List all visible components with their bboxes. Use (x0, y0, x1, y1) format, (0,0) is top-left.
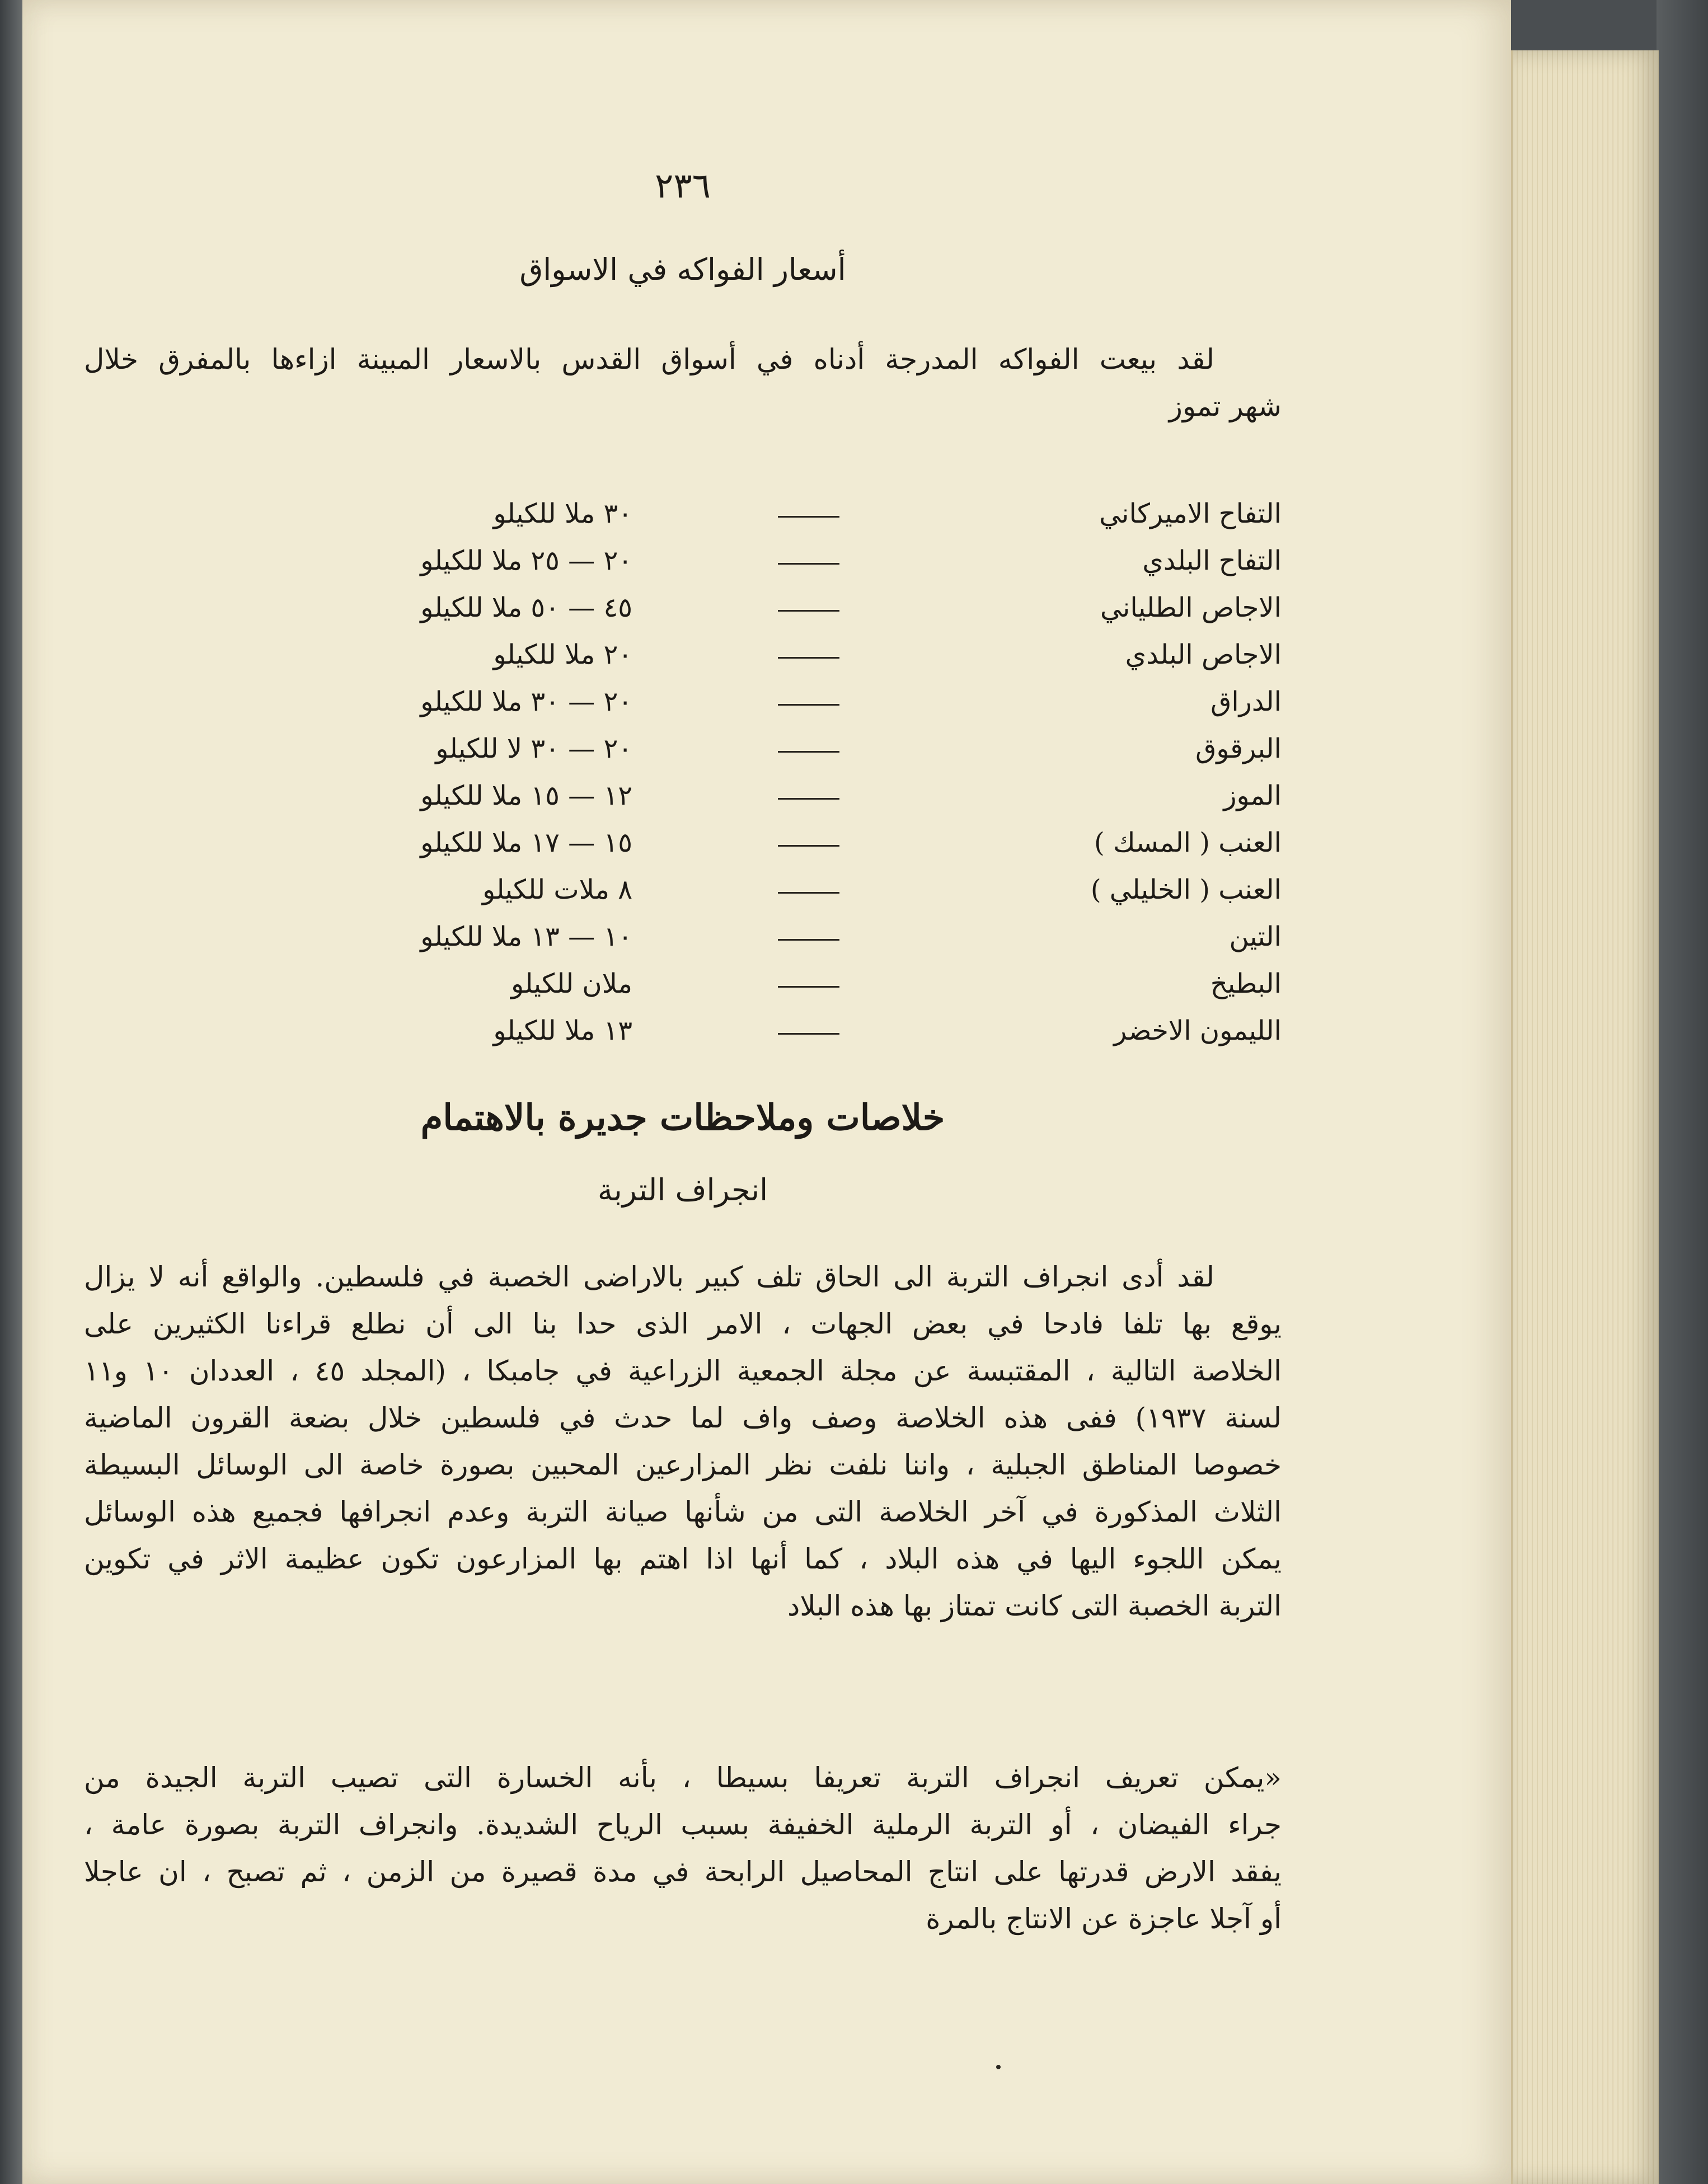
price-row (84, 868, 1282, 915)
dash-separator (778, 774, 839, 821)
fruit-name: العنب ( المسك ) (1094, 827, 1282, 858)
fruit-name: العنب ( الخليلي ) (1090, 874, 1282, 905)
fruit-prices-heading: أسعار الفواكه في الاسواق (519, 252, 846, 287)
fruit-name: الاجاص البلدي (1125, 639, 1282, 670)
fruit-name: الموز (1223, 780, 1282, 811)
page-mark-dot (996, 2065, 1001, 2069)
fruit-name: الدراق (1210, 686, 1282, 717)
fruit-price: ١٣ ملا للكيلو (493, 1015, 632, 1046)
dash-separator (778, 586, 839, 633)
price-row (84, 1009, 1282, 1056)
dash-separator (778, 962, 839, 1009)
fruit-name: التين (1229, 921, 1282, 952)
soil-erosion-paragraph-1 (84, 1253, 1282, 1629)
fruit-name: الاجاص الطلياني (1100, 592, 1282, 623)
fruit-name: التفاح الاميركاني (1099, 498, 1282, 529)
price-row (84, 821, 1282, 868)
paragraph-line: يوقع بها تلفا فادحا في بعض الجهات ، الامر الذى حدا بنا الى أن نطلع قراءنا الكثيرين على (84, 1308, 1282, 1340)
paragraph-line: التربة الخصبة التى كانت تمتاز بها هذه البلاد (787, 1590, 1282, 1622)
dash-separator (778, 539, 839, 586)
fruit-name: التفاح البلدي (1142, 545, 1282, 576)
paragraph-line: «يمكن تعريف انجراف التربة تعريفا بسيطا ، بأنه الخسارة التى تصيب التربة الجيدة من (84, 1762, 1282, 1794)
price-row (84, 962, 1282, 1009)
fruit-price: ١٢ — ١٥ ملا للكيلو (420, 780, 632, 811)
fruit-price-table (84, 492, 1282, 1056)
fruit-prices-intro (84, 336, 1282, 430)
paragraph-line: الخلاصة التالية ، المقتبسة عن مجلة الجمعية الزراعية في جامبكا ، (المجلد ٤٥ ، العددان ١٠ و١١ (84, 1355, 1282, 1387)
fruit-name: البطيخ (1210, 968, 1282, 999)
fruit-price: ٣٠ ملا للكيلو (493, 498, 632, 529)
fruit-name: الليمون الاخضر (1114, 1015, 1282, 1046)
dash-separator (778, 915, 839, 962)
fruit-price: ١٥ — ١٧ ملا للكيلو (420, 827, 632, 858)
price-row (84, 586, 1282, 633)
page-stack-fore-edge (1511, 50, 1659, 2184)
fruit-price: ملان للكيلو (510, 968, 632, 999)
soil-erosion-subheading: انجراف التربة (597, 1172, 768, 1208)
fruit-price: ١٠ — ١٣ ملا للكيلو (420, 921, 632, 952)
price-row (84, 774, 1282, 821)
intro-line: شهر تموز (1169, 390, 1282, 422)
price-row (84, 492, 1282, 539)
price-row (84, 727, 1282, 774)
paragraph-line: الثلاث المذكورة في آخر الخلاصة التى من شأنها صيانة التربة وعدم انجرافها فجميع هذه الوسائل (84, 1496, 1282, 1528)
fruit-price: ٢٠ — ٣٠ لا للكيلو (435, 733, 632, 764)
price-row (84, 680, 1282, 727)
price-row (84, 539, 1282, 586)
page-content (84, 0, 1282, 2184)
paragraph-line: يمكن اللجوء اليها في هذه البلاد ، كما أنها اذا اهتم بها المزارعون تكون عظيمة الاثر في تكوين (84, 1543, 1282, 1575)
dash-separator (778, 492, 839, 539)
notes-heading: خلاصات وملاحظات جديرة بالاهتمام (420, 1097, 945, 1139)
paragraph-line: خصوصا المناطق الجبلية ، واننا نلفت نظر المزارعين المحبين بصورة خاصة الى الوسائل البسيطة (84, 1449, 1282, 1481)
book-cover-right (1657, 0, 1708, 2184)
intro-line: لقد بيعت الفواكه المدرجة أدناه في أسواق القدس بالاسعار المبينة ازاءها بالمفرق خلال (84, 343, 1214, 375)
dash-separator (778, 821, 839, 868)
soil-erosion-paragraph-2 (84, 1754, 1282, 1942)
page-number: ٢٣٦ (655, 165, 711, 206)
paragraph-line: أو آجلا عاجزة عن الانتاج بالمرة (926, 1903, 1282, 1935)
paragraph-line: يفقد الارض قدرتها على انتاج المحاصيل الرابحة في مدة قصيرة من الزمن ، ثم تصبح ، ان عاجلا (84, 1856, 1282, 1888)
fruit-price: ٨ ملات للكيلو (482, 874, 632, 905)
fruit-price: ٢٠ ملا للكيلو (493, 639, 632, 670)
paragraph-line: لسنة ١٩٣٧) ففى هذه الخلاصة وصف واف لما حدث في فلسطين خلال بضعة القرون الماضية (84, 1402, 1282, 1434)
dash-separator (778, 680, 839, 727)
fruit-price: ٢٠ — ٢٥ ملا للكيلو (420, 545, 632, 576)
fruit-price: ٤٥ — ٥٠ ملا للكيلو (420, 592, 632, 623)
paragraph-line: لقد أدى انجراف التربة الى الحاق تلف كبير بالاراضى الخصبة في فلسطين. والواقع أنه لا يزال (84, 1261, 1214, 1293)
paragraph-line: جراء الفيضان ، أو التربة الرملية الخفيفة بسبب الرياح الشديدة. وانجراف التربة بصورة عامة ، (84, 1809, 1282, 1841)
price-row (84, 633, 1282, 680)
fruit-name: البرقوق (1195, 733, 1282, 764)
dash-separator (778, 727, 839, 774)
dash-separator (778, 1009, 839, 1056)
dash-separator (778, 633, 839, 680)
dash-separator (778, 868, 839, 915)
fruit-price: ٢٠ — ٣٠ ملا للكيلو (420, 686, 632, 717)
price-row (84, 915, 1282, 962)
